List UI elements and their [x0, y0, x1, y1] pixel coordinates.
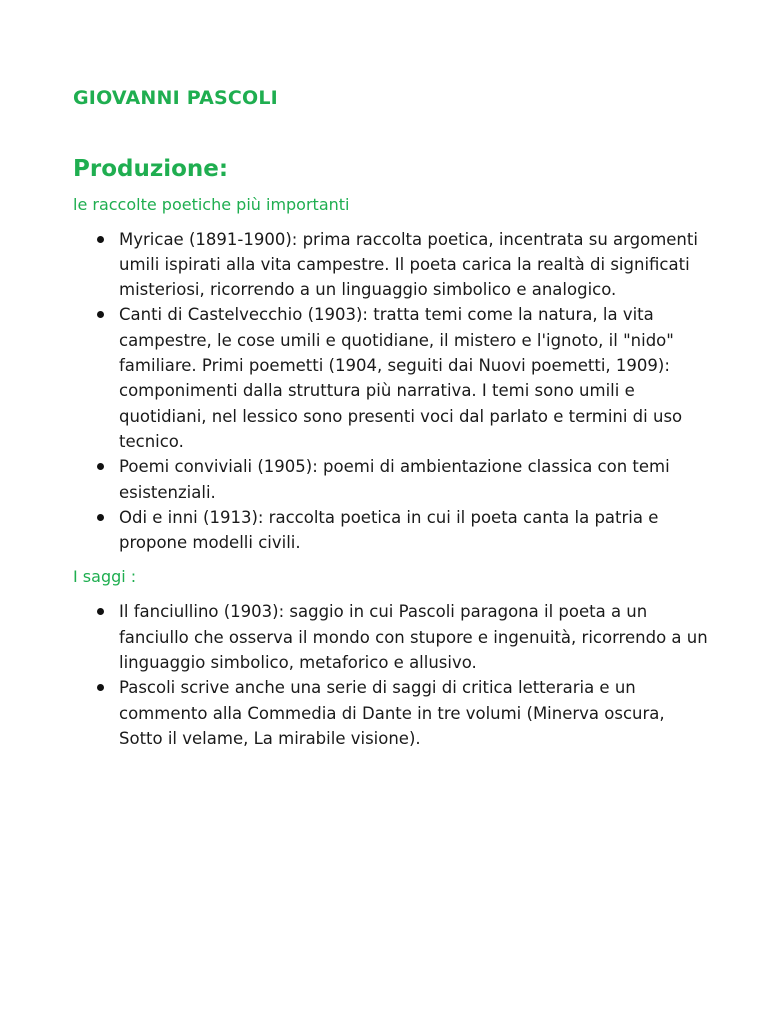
list-item	[73, 675, 708, 751]
list-item-text: Pascoli scrive anche una serie di saggi di critica letteraria e un commento alla Commedia di Dante in tre volumi (Minerva oscura, Sotto il velame, La mirabile visione).	[119, 678, 665, 748]
subheading-saggi: I saggi :	[73, 567, 137, 587]
bullet-dot-icon	[97, 311, 104, 318]
document-title: GIOVANNI PASCOLI	[73, 87, 278, 109]
list-item-text: Poemi conviviali (1905): poemi di ambientazione classica con temi esistenziali.	[119, 457, 670, 502]
bullet-dot-icon	[97, 463, 104, 470]
bullet-dot-icon	[97, 236, 104, 243]
list-item-text: Canti di Castelvecchio (1903): tratta temi come la natura, la vita campestre, le cose umili e quotidiane, il mistero e l'ignoto, il "nido" familiare. Primi poemetti (1904, seguiti dai Nuovi poemetti, 1909): componimenti dalla struttura più narrativa. I temi sono umili e quotidiani, nel lessico sono presenti voci dal parlato e termini di uso tecnico.	[119, 305, 683, 451]
list-item-text: Odi e inni (1913): raccolta poetica in cui il poeta canta la patria e propone modelli civili.	[119, 507, 659, 553]
list-item	[73, 227, 708, 303]
list-item-text: Il fanciullino (1903): saggio in cui Pascoli paragona il poeta a un fanciullo che osserva il mondo con stupore e ingenuità, ricorrendo a un linguaggio simbolico, metaforico e allusivo.	[119, 602, 708, 673]
subheading-raccolte-poetiche: le raccolte poetiche più importanti	[73, 194, 350, 214]
bullet-dot-icon	[97, 684, 104, 691]
list-item-text: Myricae (1891-1900): prima raccolta poetica, incentrata su argomenti umili ispirati alla vita campestre. Il poeta carica la realtà di significati misteriosi, ricorrendo a un linguaggio simbolico e analogico.	[119, 229, 698, 300]
bullet-dot-icon	[97, 608, 104, 615]
bullet-dot-icon	[97, 514, 104, 521]
list-item	[73, 302, 708, 454]
production-list	[73, 227, 708, 556]
list-item	[73, 505, 708, 556]
section-heading-produzione: Produzione:	[73, 155, 229, 182]
list-item	[73, 454, 708, 505]
list-item	[73, 599, 708, 675]
essays-list	[73, 599, 708, 751]
